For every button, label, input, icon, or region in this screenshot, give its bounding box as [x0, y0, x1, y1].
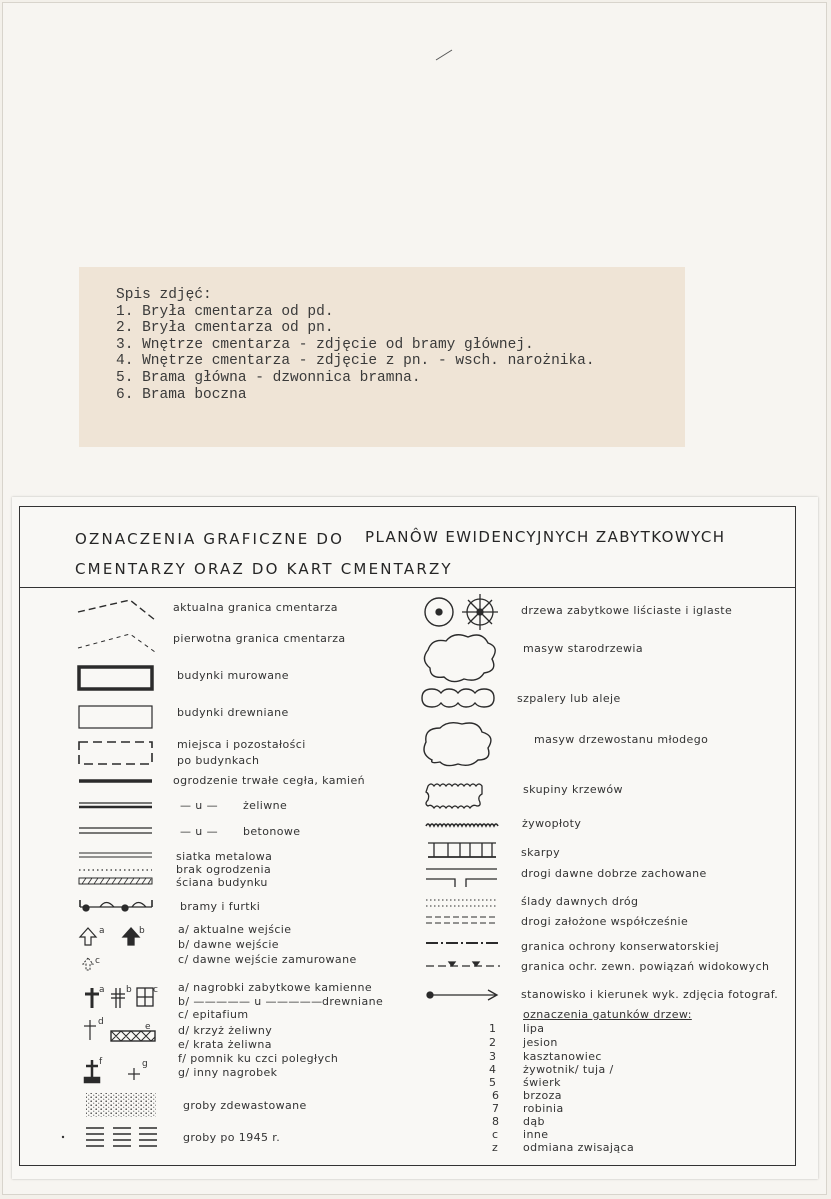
- label-outer-protection-boundary: granica ochr. zewn. powiązań widokowych: [521, 960, 770, 973]
- other-tomb-icon: [128, 1068, 140, 1080]
- label-escarpments: skarpy: [521, 846, 561, 859]
- deciduous-tree-icon: [425, 598, 453, 626]
- fallen-monument-icon: [85, 1060, 99, 1082]
- species-name: lipa: [523, 1022, 545, 1035]
- post-1945-graves-symbol: [86, 1128, 157, 1146]
- letter-c: c: [153, 985, 159, 995]
- label-current-boundary: aktualna granica cmentarza: [173, 601, 338, 614]
- label-entrance-a: a/ aktualne wejście: [178, 923, 292, 936]
- species-name: żywotnik/ tuja /: [523, 1063, 614, 1076]
- brick-building-symbol: [79, 667, 152, 689]
- label-wooden-buildings: budynki drewniane: [177, 706, 289, 719]
- old-tree-mass-icon: [424, 635, 495, 682]
- photo-list-line: 5. Brama główna - dzwonnica bramna.: [116, 369, 421, 386]
- label-devastated-graves: groby zdewastowane: [183, 1099, 307, 1112]
- label-entrance-c: c/ dawne wejście zamurowane: [178, 953, 357, 966]
- label-tomb-d: d/ krzyż żeliwny: [178, 1024, 273, 1037]
- label-protection-boundary: granica ochrony konserwatorskiej: [521, 940, 720, 953]
- species-number: 8: [492, 1115, 499, 1128]
- current-entrance-icon: [80, 928, 96, 945]
- devastated-graves-symbol: [86, 1093, 156, 1117]
- species-number: 5: [489, 1076, 496, 1089]
- road-traces-icon: [426, 900, 497, 906]
- old-road-icon: [426, 869, 497, 887]
- species-name: kasztanowiec: [523, 1050, 602, 1063]
- label-building-wall: ściana budynku: [176, 876, 268, 889]
- letter-b: b: [139, 926, 146, 936]
- new-road-icon: [426, 917, 497, 923]
- species-number: 6: [492, 1089, 499, 1102]
- label-cast-iron-fence: żeliwne: [243, 799, 288, 812]
- species-number: 3: [489, 1050, 496, 1063]
- legend-title-part2: PLANÔW EWIDENCYJNYCH ZABYTKOWYCH: [365, 528, 726, 546]
- photo-list-line: 3. Wnętrze cmentarza - zdjęcie od bramy głównej.: [116, 336, 534, 353]
- label-monument-trees: drzewa zabytkowe liściaste i iglaste: [521, 604, 733, 617]
- letter-e: e: [145, 1022, 151, 1032]
- label-tomb-a: a/ nagrobki zabytkowe kamienne: [178, 981, 373, 994]
- epitaph-icon: [137, 988, 153, 1006]
- label-tree-species-title: oznaczenia gatunków drzew:: [523, 1008, 692, 1021]
- species-number: 7: [492, 1102, 499, 1115]
- cast-iron-cross-icon: [84, 1020, 96, 1040]
- label-former-buildings-2: po budynkach: [177, 754, 260, 767]
- species-number: 2: [489, 1036, 496, 1049]
- label-old-tree-mass: masyw starodrzewia: [523, 642, 644, 655]
- tree-rows-icon: [422, 689, 494, 707]
- label-young-stand: masyw drzewostanu młodego: [534, 733, 709, 746]
- label-concrete-prefix: — u —: [180, 825, 218, 838]
- walled-entrance-icon: [83, 958, 93, 970]
- label-cast-iron-prefix: — u —: [180, 799, 218, 812]
- species-name: inne: [523, 1128, 549, 1141]
- letter-d: d: [98, 1017, 105, 1027]
- label-permanent-fence: ogrodzenie trwałe cegła, kamień: [173, 774, 365, 787]
- label-former-buildings-1: miejsca i pozostałości: [177, 738, 306, 751]
- former-building-symbol: [79, 742, 152, 764]
- species-name: dąb: [523, 1115, 545, 1128]
- label-tomb-b: drewniane: [322, 995, 384, 1008]
- label-photo-station: stanowisko i kierunek wyk. zdjęcia fotograf.: [521, 988, 779, 1001]
- shrub-group-icon: [426, 784, 482, 808]
- letter-g: g: [142, 1059, 149, 1069]
- label-entrance-b: b/ dawne wejście: [178, 938, 279, 951]
- label-brick-buildings: budynki murowane: [177, 669, 289, 682]
- original-boundary-symbol: [78, 634, 155, 652]
- label-tree-rows: szpalery lub aleje: [517, 692, 621, 705]
- label-tomb-g: g/ inny nagrobek: [178, 1066, 278, 1079]
- outer-protection-boundary-icon: [426, 962, 500, 966]
- species-number: 4: [489, 1063, 496, 1076]
- letter-a: a: [99, 985, 105, 995]
- label-post-1945-graves: groby po 1945 r.: [183, 1131, 281, 1144]
- label-new-roads: drogi założone współcześnie: [521, 915, 689, 928]
- label-tomb-b-prefix: b/ ————— u —————: [178, 995, 323, 1008]
- species-number: 1: [489, 1022, 496, 1035]
- photo-list-line: Spis zdjęć:: [116, 287, 212, 303]
- current-boundary-symbol: [78, 600, 155, 620]
- hedge-icon: [426, 824, 498, 826]
- label-mesh-fence: siatka metalowa: [176, 850, 273, 863]
- label-tomb-f: f/ pomnik ku czci poległych: [178, 1052, 339, 1065]
- species-name: brzoza: [523, 1089, 562, 1102]
- former-entrance-icon: [123, 928, 139, 945]
- photo-list-line: 1. Bryła cmentarza od pd.: [116, 303, 334, 320]
- species-name: robinia: [523, 1102, 564, 1115]
- label-old-roads: drogi dawne dobrze zachowane: [521, 867, 707, 880]
- legend-title-line2: CMENTARZY ORAZ DO KART CMENTARZY: [75, 560, 453, 578]
- label-no-fence: brak ogrodzenia: [176, 863, 272, 876]
- young-stand-mass-icon: [424, 723, 491, 766]
- species-name: świerk: [523, 1076, 561, 1089]
- photo-list-line: 6. Brama boczna: [116, 386, 247, 403]
- photo-station-icon: [427, 990, 497, 1000]
- species-name: odmiana zwisająca: [523, 1141, 635, 1154]
- letter-b: b: [126, 985, 133, 995]
- label-shrub-groups: skupiny krzewów: [523, 783, 623, 796]
- photo-list-line: 4. Wnętrze cmentarza - zdjęcie z pn. - wsch. narożnika.: [116, 353, 595, 370]
- label-tomb-e: e/ krata żeliwna: [178, 1038, 272, 1051]
- label-gates: bramy i furtki: [180, 900, 261, 913]
- species-number: c: [492, 1128, 499, 1141]
- label-concrete-fence: betonowe: [243, 825, 301, 838]
- escarpment-icon: [428, 843, 496, 857]
- gates-symbol: [80, 900, 152, 911]
- stone-tomb-icon: [85, 988, 99, 1008]
- label-original-boundary: pierwotna granica cmentarza: [173, 632, 346, 645]
- photo-list-line: 2. Bryła cmentarza od pn.: [116, 320, 334, 337]
- label-road-traces: ślady dawnych dróg: [521, 895, 639, 908]
- letter-a: a: [99, 926, 105, 936]
- wooden-building-symbol: [79, 706, 152, 728]
- label-tomb-c: c/ epitafium: [178, 1008, 249, 1021]
- coniferous-tree-icon: [462, 594, 498, 630]
- letter-c: c: [95, 956, 101, 966]
- legend-title-part1: OZNACZENIA GRAFICZNE DO: [75, 530, 345, 548]
- letter-f: f: [99, 1057, 103, 1067]
- species-name: jesion: [523, 1036, 558, 1049]
- wooden-tomb-icon: [111, 988, 125, 1008]
- species-number: z: [492, 1141, 498, 1154]
- label-hedges: żywopłoty: [522, 817, 582, 830]
